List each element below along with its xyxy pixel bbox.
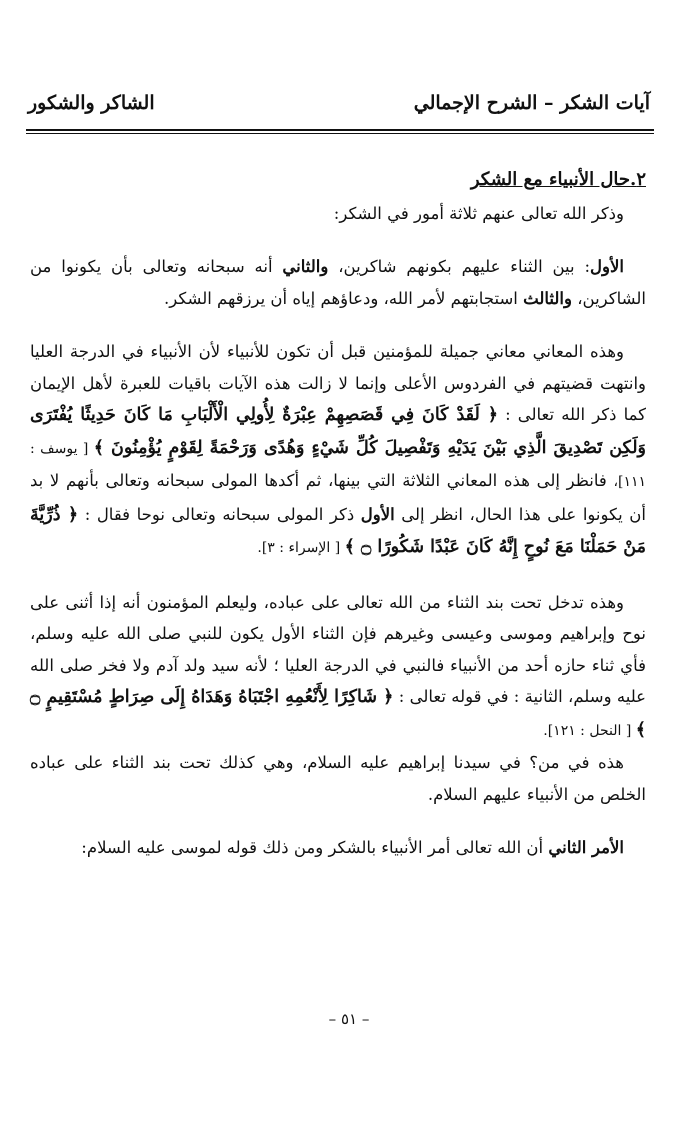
meanings-text-2: فانظر إلى هذه المعاني الثلاثة التي بينها، ثم أكدها المولى سبحانه وتعالى بأنهم لا بد أن يكونوا على هذا الحال، انظر إلى: [30, 471, 646, 524]
meanings-text-3: ذكر المولى سبحانه وتعالى نوحا فقال :: [78, 504, 361, 524]
quran-verse-nahl: ﴿ شَاكِرًا لِأَنْعُمِهِ اجْتَبَاهُ وَهَدَاهُ إِلَى صِرَاطٍ مُسْتَقِيمٍ ۝ ﴾: [30, 687, 646, 740]
section-number: ٢.: [630, 169, 646, 190]
praise-text-1: وهذه تدخل تحت بند الثناء من الله تعالى على عباده، وليعلم المؤمنون أنه إذا أثنى على نوح وإبراهيم وموسى وعيسى وغيرهم فإن الثناء الأول يكون للنبي صلى الله عليه وسلم، فأي ثناء حازه أحد من الأنبياء فالنبي في الدرجة العليا ؛ لأنه سيد ولد آدم ولا فخر صلى الله عليه وسلم، الثانية : في قوله تعالى :: [30, 592, 646, 706]
keyword-second: والثاني: [282, 257, 329, 276]
who-paragraph: هذه في من؟ في سيدنا إبراهيم عليه السلام، وهي كذلك تحت بند الثناء على عباده الخلص من الأنبياء عليهم السلام.: [30, 753, 646, 804]
verse-ref-yusuf: [ يوسف : ١١١]،: [30, 440, 646, 490]
section-heading: [30, 164, 646, 196]
verse-ref-nahl: [ النحل : ١٢١].: [543, 722, 636, 739]
keyword-first: الأول: [590, 257, 624, 276]
verse-ref-isra: [ الإسراء : ٣].: [257, 540, 345, 556]
first-text-1: : بين الثناء عليهم بكونهم شاكرين،: [328, 257, 591, 276]
header-right-title: آيات الشكر – الشرح الإجمالي: [413, 92, 650, 114]
quran-verse-yusuf: ﴿ لَقَدْ كَانَ فِي قَصَصِهِمْ عِبْرَةٌ لِأُولِي الْأَلْبَابِ مَا كَانَ حَدِيثًا يُفْتَرَى وَلَكِن تَصْدِيقَ الَّذِي بَيْنَ يَدَيْهِ وَتَفْصِيلَ كُلِّ شَيْءٍ وَهُدًى وَرَحْمَةً لِقَوْمٍ يُؤْمِنُونَ ﴾: [30, 405, 646, 458]
header-rule: [26, 129, 654, 134]
keyword-third: والثالث: [523, 288, 572, 308]
quran-verse-isra: ﴿ ذُرِّيَّةَ مَنْ حَمَلْنَا مَعَ نُوحٍ إِنَّهُ كَانَ عَبْدًا شَكُورًا ۝ ﴾: [30, 504, 646, 557]
first-text-2: أنه سبحانه وتعالى بأن يكونوا من الشاكرين،: [30, 257, 646, 308]
page-number: – ٥١ –: [328, 1010, 370, 1028]
running-header: [28, 92, 650, 114]
page-body: [30, 164, 646, 864]
meanings-text-1: وهذه المعاني معاني جميلة للمؤمنين قبل أن تكون للأنبياء لأن الأنبياء في الدرجة العليا وانتهت قضيتهم في الفردوس الأعلى وإنما لا زالت هذه الآيات باقيات للعبرة لأهل الإيمان كما ذكر الله تعالى :: [30, 342, 647, 424]
header-left-title: الشاكر والشكور: [28, 92, 155, 114]
intro-paragraph: وذكر الله تعالى عنهم ثلاثة أمور في الشكر:: [333, 203, 624, 223]
meanings-paragraph: [30, 336, 646, 565]
first-text-3: استجابتهم لأمر الله، ودعاؤهم إياه أن يرزقهم الشكر.: [164, 288, 524, 308]
section-title: حال الأنبياء مع الشكر: [470, 169, 631, 190]
second-matter-text: أن الله تعالى أمر الأنبياء بالشكر ومن ذلك قوله لموسى عليه السلام:: [81, 838, 549, 857]
praise-paragraph: [30, 587, 646, 748]
second-matter-paragraph: [30, 832, 646, 864]
first-paragraph: [30, 251, 646, 314]
keyword-first-2: الأول: [360, 504, 395, 524]
keyword-second-matter: الأمر الثاني: [548, 838, 624, 857]
